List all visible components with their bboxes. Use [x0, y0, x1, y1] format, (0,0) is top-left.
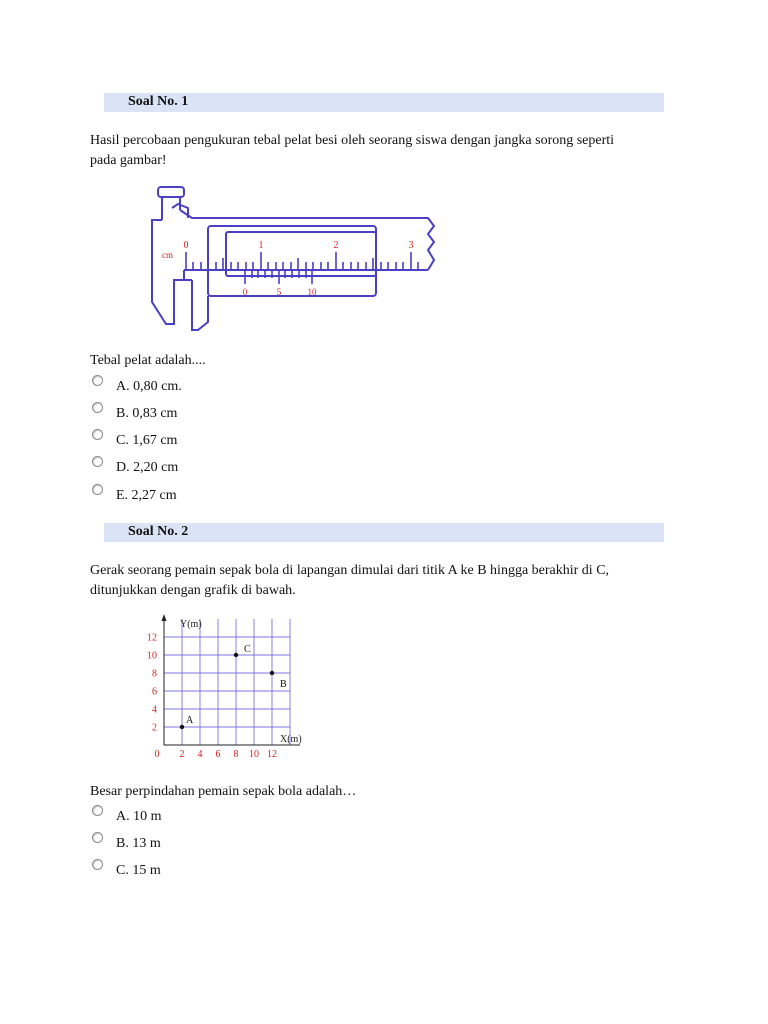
q2-header-title: Soal No. 2	[128, 524, 189, 539]
radio-button[interactable]	[92, 402, 103, 413]
vernier-label-5: 5	[276, 287, 282, 297]
option-label: B. 0,83 cm	[116, 406, 178, 421]
option-label: E. 2,27 cm	[116, 488, 177, 503]
q1-header-bar	[104, 93, 664, 112]
q1-prompt	[90, 131, 670, 171]
y-tick-label: 2	[152, 722, 157, 734]
main-scale-label-1: 1	[258, 240, 264, 251]
option-label: C. 15 m	[116, 863, 161, 878]
vernier-label-10: 10	[307, 287, 317, 297]
y-tick-label: 12	[147, 632, 157, 644]
x-tick-label: 12	[267, 749, 277, 760]
point-a	[180, 725, 184, 729]
option-label: B. 13 m	[116, 836, 161, 851]
graph-points	[180, 644, 287, 729]
radio-button[interactable]	[92, 429, 103, 440]
y-tick-labels	[147, 633, 157, 734]
q2-prompt	[90, 561, 670, 601]
x-tick-label: 6	[215, 749, 221, 760]
main-scale-label-2: 2	[333, 240, 339, 251]
displacement-graph	[140, 612, 310, 764]
option-label: D. 2,20 cm	[116, 460, 179, 475]
point-label-c: C	[244, 644, 251, 655]
q1-question: Tebal pelat adalah....	[90, 353, 206, 368]
option-label: A. 10 m	[116, 809, 162, 824]
q1-header-title: Soal No. 1	[128, 94, 189, 109]
radio-button[interactable]	[92, 832, 103, 843]
x-tick-labels	[180, 749, 278, 760]
radio-button[interactable]	[92, 456, 103, 467]
option-label: C. 1,67 cm	[116, 433, 178, 448]
vernier-label-0: 0	[242, 287, 248, 297]
vernier-caliper-figure	[148, 182, 438, 332]
q2-prompt-line2: ditunjukkan dengan grafik di bawah.	[90, 583, 296, 598]
point-c	[234, 653, 238, 657]
origin-label: 0	[154, 749, 160, 760]
radio-button[interactable]	[92, 859, 103, 870]
y-tick-label: 10	[147, 650, 157, 662]
x-tick-label: 10	[249, 749, 259, 760]
y-axis-label: Y(m)	[180, 619, 202, 630]
x-tick-label: 2	[179, 749, 185, 760]
main-scale-ticks	[186, 252, 418, 270]
point-b	[270, 671, 274, 675]
y-axis-arrow	[162, 614, 167, 621]
unit-label: cm	[162, 250, 173, 260]
q2-header-bar	[104, 523, 664, 542]
y-tick-label: 4	[152, 704, 157, 716]
point-label-a: A	[186, 715, 194, 726]
radio-button[interactable]	[92, 484, 103, 495]
radio-button[interactable]	[92, 805, 103, 816]
option-label: A. 0,80 cm.	[116, 379, 182, 394]
q1-prompt-line1: Hasil percobaan pengukuran tebal pelat besi oleh seorang siswa dengan jangka sorong seperti	[90, 133, 615, 148]
point-label-b: B	[280, 679, 287, 690]
main-scale-label-0: 0	[183, 240, 189, 251]
y-tick-label: 6	[152, 686, 157, 698]
radio-button[interactable]	[92, 375, 103, 386]
caliper-body	[152, 187, 434, 330]
q2-prompt-line1: Gerak seorang pemain sepak bola di lapangan dimulai dari titik A ke B hingga berakhir di C,	[90, 563, 610, 578]
x-tick-label: 4	[197, 749, 203, 760]
y-tick-label: 8	[152, 668, 157, 680]
x-axis-label: X(m)	[280, 734, 302, 745]
q2-question: Besar perpindahan pemain sepak bola adalah…	[90, 784, 357, 799]
main-scale-label-3: 3	[408, 240, 414, 251]
q1-prompt-line2: pada gambar!	[90, 153, 167, 168]
x-tick-label: 8	[233, 749, 239, 760]
